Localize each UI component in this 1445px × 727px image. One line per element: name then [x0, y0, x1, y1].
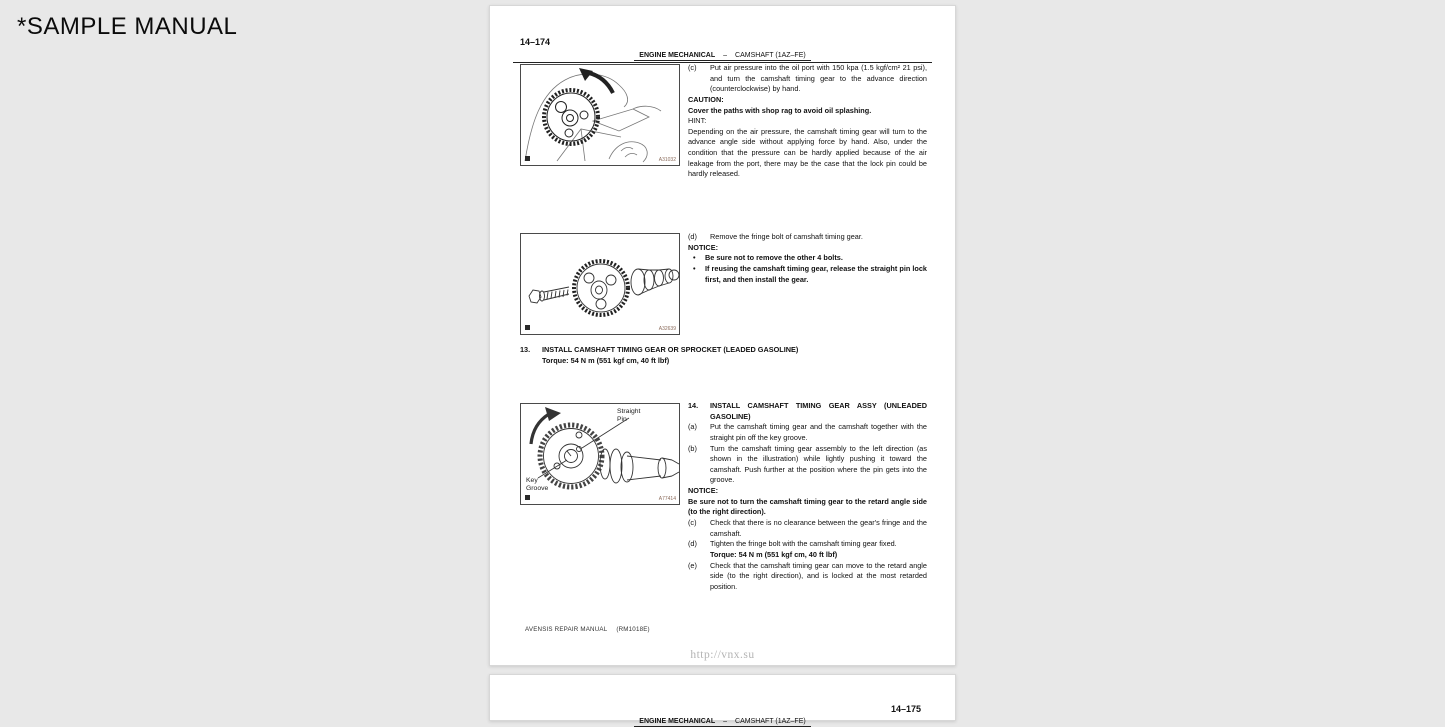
- step-14b: [688, 444, 927, 487]
- step-14-title: [688, 401, 927, 422]
- hint-label: HINT:: [688, 116, 707, 126]
- step-marker: (c): [688, 518, 697, 528]
- key-groove-label: Key Groove: [526, 477, 549, 493]
- figure-logo-icon: [525, 156, 530, 161]
- figure-straight-pin-key-groove: [520, 403, 680, 505]
- watermark-url: http://vnx.su: [690, 649, 755, 661]
- page-number: 14–174: [520, 37, 551, 47]
- step-14d: [688, 539, 927, 550]
- footer-manual-code: (RM1018E): [616, 626, 650, 633]
- timing-gear-hand-illustration: [521, 65, 679, 165]
- figure-logo-icon: [525, 495, 530, 500]
- figure-timing-gear-exploded: [520, 233, 680, 335]
- notice-label: NOTICE:: [688, 242, 718, 252]
- step-marker: (d): [688, 232, 697, 241]
- manual-page-2: [489, 674, 956, 725]
- header-section: ENGINE MECHANICAL: [639, 718, 716, 725]
- notice-label: NOTICE:: [688, 486, 718, 496]
- step-marker: (b): [688, 443, 697, 453]
- notice-text: Be sure not to turn the camshaft timing gear to the retard angle side (to the right direction).: [688, 496, 927, 517]
- manual-page-1: [489, 5, 956, 666]
- page-header: [490, 52, 955, 61]
- header-dash: –: [723, 52, 728, 59]
- step-text: Check that the camshaft timing gear can move to the retard angle side (to the right direction), and is locked at the most retarded position.: [710, 560, 927, 591]
- step-marker: (c): [688, 63, 697, 72]
- exploded-view-illustration: [521, 234, 679, 334]
- step-text: Check that there is no clearance between the gear's fringe and the camshaft.: [710, 518, 927, 538]
- figure-timing-gear-air-pressure: [520, 64, 680, 166]
- bullet-icon: •: [693, 253, 696, 263]
- page-number: 14–175: [890, 704, 921, 714]
- step-14d-torque: Torque: 54 N m (551 kgf cm, 40 ft lbf): [710, 549, 838, 559]
- figure-logo-icon: [525, 325, 530, 330]
- caution-label: CAUTION:: [688, 94, 724, 104]
- step-14-section: [688, 401, 927, 593]
- header-topic: CAMSHAFT (1AZ–FE): [735, 718, 806, 725]
- header-topic: CAMSHAFT (1AZ–FE): [735, 52, 806, 59]
- step-d: [688, 232, 927, 243]
- step-number: 14.: [688, 401, 699, 410]
- step-marker: (e): [688, 560, 697, 570]
- step-text: Tighten the fringe bolt with the camshaft timing gear fixed.: [710, 539, 897, 549]
- step-13-title: [520, 345, 927, 356]
- page-footer: [525, 626, 650, 633]
- step-d-section: [688, 232, 927, 285]
- step-14c: [688, 518, 927, 539]
- step-13-torque: Torque: 54 N m (551 kgf cm, 40 ft lbf): [542, 355, 670, 365]
- step-number: 13.: [520, 345, 531, 354]
- figure-code: A77414: [658, 496, 676, 502]
- notice-bullet: [688, 253, 927, 264]
- step-title-text: INSTALL CAMSHAFT TIMING GEAR OR SPROCKET (LEADED GASOLINE): [542, 345, 799, 354]
- footer-manual-title: AVENSIS REPAIR MANUAL: [525, 626, 608, 633]
- step-marker: (a): [688, 422, 697, 432]
- header-section: ENGINE MECHANICAL: [639, 52, 716, 59]
- step-c-section: [688, 63, 927, 180]
- straight-pin-label: Straight Pin: [617, 408, 641, 424]
- step-14e: [688, 561, 927, 593]
- step-13-section: [520, 345, 927, 366]
- bullet-text: Be sure not to remove the other 4 bolts.: [705, 253, 843, 263]
- step-marker: (d): [688, 539, 697, 549]
- caution-text: Cover the paths with shop rag to avoid oil splashing.: [688, 105, 872, 115]
- sample-manual-label: *SAMPLE MANUAL: [17, 13, 238, 40]
- hint-text: Depending on the air pressure, the camshaft timing gear will turn to the advance angle side without applying force by hand. Also, under the condition that the pressure can be hardly applied because of the air leakage from the port, there may be the case that the lock pin could be hardly released.: [688, 126, 927, 179]
- page-header: [490, 718, 955, 727]
- step-text: Put air pressure into the oil port with 150 kpa (1.5 kgf/cm² 21 psi), and turn the camshaft timing gear to the advance direction (counterclockwise) by hand.: [710, 63, 927, 94]
- notice-bullet: [688, 264, 927, 285]
- step-14a: [688, 422, 927, 443]
- step-text: Remove the fringe bolt of camshaft timing gear.: [710, 232, 863, 241]
- step-title-text: INSTALL CAMSHAFT TIMING GEAR ASSY (UNLEADED GASOLINE): [710, 401, 927, 421]
- bullet-text: If reusing the camshaft timing gear, release the straight pin lock first, and then install the gear.: [705, 263, 927, 284]
- header-dash: –: [723, 718, 728, 725]
- step-text: Put the camshaft timing gear and the camshaft together with the straight pin off the key groove.: [710, 422, 927, 442]
- step-text: Turn the camshaft timing gear assembly to the left direction (as shown in the illustration) while lightly pushing it toward the camshaft. Push further at the position where the pin gets into the groove.: [710, 443, 927, 485]
- step-c: [688, 63, 927, 95]
- figure-code: A32639: [658, 326, 676, 332]
- bullet-icon: •: [693, 263, 696, 273]
- figure-code: A31032: [658, 157, 676, 163]
